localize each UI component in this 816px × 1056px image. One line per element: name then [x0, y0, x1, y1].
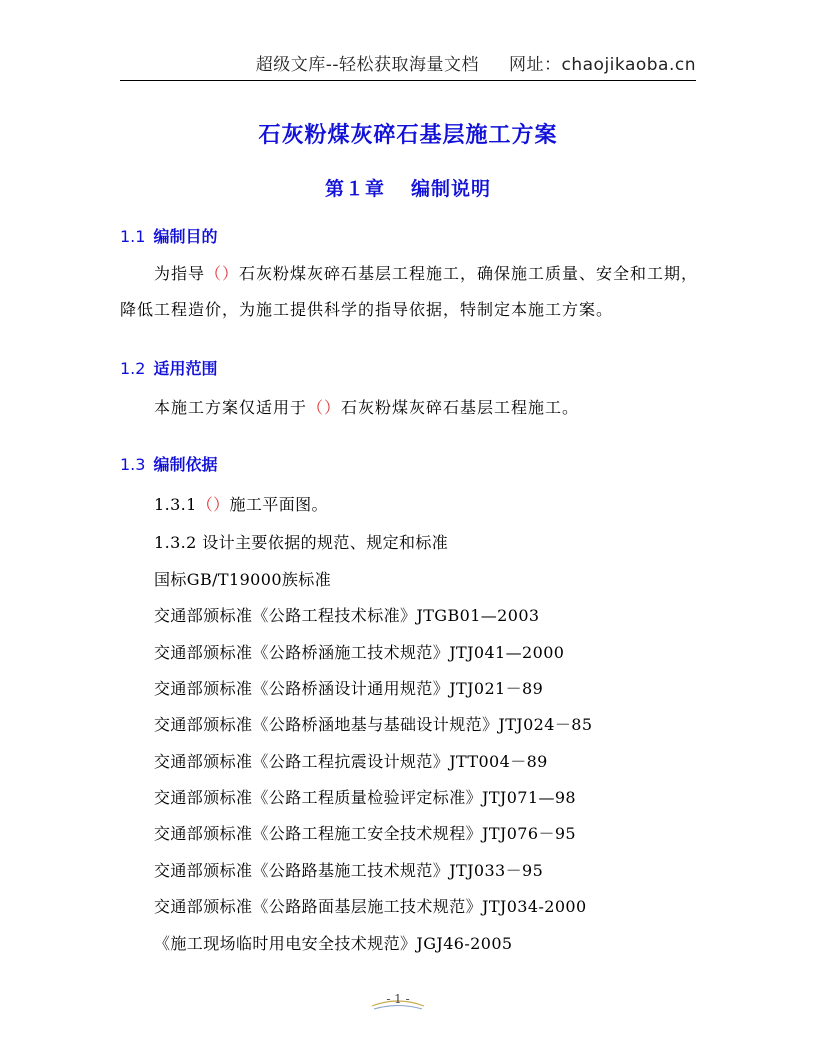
standard-line: 交通部颁标准《公路桥涵设计通用规范》JTJ021－89	[154, 679, 544, 698]
paragraph-text: 石灰粉煤灰碎石基层工程施工。	[341, 398, 580, 417]
section-name: 编制依据	[153, 455, 218, 474]
header-divider	[120, 80, 696, 81]
standard-line: 交通部颁标准《公路工程施工安全技术规程》JTJ076－95	[154, 824, 576, 843]
page-header	[120, 50, 696, 78]
paragraph-text: 为指导	[154, 264, 206, 283]
placeholder-paren: （）	[205, 264, 240, 283]
standard-line: 交通部颁标准《公路路面基层施工技术规范》JTJ034-2000	[154, 897, 587, 916]
paragraph-text: 石灰粉煤灰碎石基层工程施工，确保施工质量、安全和工期，降低工程造价，为施工提供科学的指导依据，特制定本施工方案。	[120, 264, 699, 319]
section-name: 适用范围	[153, 359, 218, 378]
section-paragraph-1-2	[120, 390, 700, 426]
standard-line: 交通部颁标准《公路桥涵施工技术规范》JTJ041—2000	[154, 643, 565, 662]
section-number: 1.1	[120, 227, 146, 246]
standard-line: 国标GB/T19000族标准	[154, 570, 332, 589]
page-footer	[368, 992, 428, 1014]
section-paragraph-1-1	[120, 256, 700, 328]
standard-line: 《施工现场临时用电安全技术规范》JGJ46-2005	[154, 934, 513, 953]
basis-item-1-3-2: 1.3.2 设计主要依据的规范、规定和标准	[154, 533, 449, 552]
basis-item-1-3-1	[154, 492, 328, 515]
chapter-name: 编制说明	[411, 178, 492, 200]
document-title: 石灰粉煤灰碎石基层施工方案	[258, 122, 558, 148]
standard-line: 交通部颁标准《公路工程抗震设计规范》JTT004－89	[154, 752, 548, 771]
header-url[interactable]: 网址：chaojikaoba.cn	[509, 55, 696, 75]
chapter-heading	[120, 174, 696, 201]
section-heading-1-1	[120, 224, 217, 247]
standard-line: 交通部颁标准《公路桥涵地基与基础设计规范》JTJ024－85	[154, 715, 593, 734]
placeholder-paren: （）	[196, 495, 230, 514]
section-name: 编制目的	[153, 227, 218, 246]
section-heading-1-2	[120, 356, 217, 379]
standard-line: 交通部颁标准《公路工程技术标准》JTGB01—2003	[154, 606, 540, 625]
section-number: 1.2	[120, 359, 146, 378]
placeholder-paren: （）	[307, 398, 342, 417]
paragraph-text: 本施工方案仅适用于	[154, 398, 308, 417]
section-heading-1-3	[120, 452, 217, 475]
page-number: - 1 -	[386, 992, 410, 1006]
item-number: 1.3.1	[154, 495, 197, 514]
item-text: 施工平面图。	[229, 495, 328, 514]
header-site-name: 超级文库--轻松获取海量文档	[255, 55, 480, 75]
standard-line: 交通部颁标准《公路路基施工技术规范》JTJ033－95	[154, 861, 544, 880]
standard-line: 交通部颁标准《公路工程质量检验评定标准》JTJ071—98	[154, 788, 576, 807]
section-number: 1.3	[120, 455, 146, 474]
chapter-number: 第１章	[324, 178, 385, 200]
